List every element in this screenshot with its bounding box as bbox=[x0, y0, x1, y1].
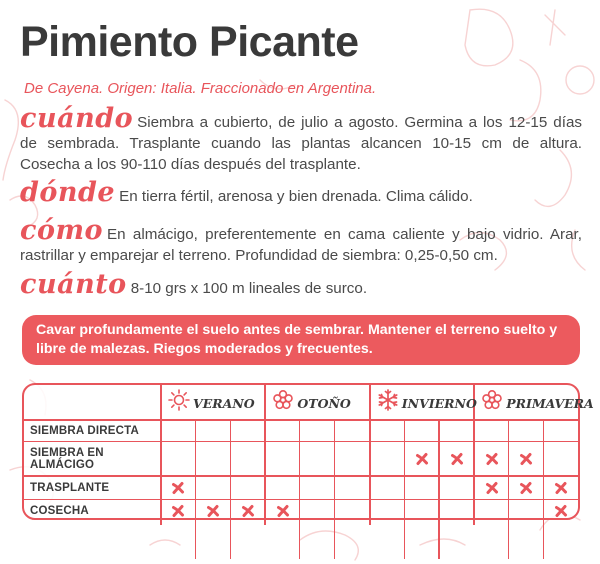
product-title: Pimiento Picante bbox=[20, 18, 359, 66]
season-label: INVIERNO bbox=[401, 395, 477, 411]
sowing-calendar bbox=[22, 383, 594, 520]
grid-line bbox=[195, 419, 196, 559]
row-label: SIEMBRA EN ALMÁCIGO bbox=[30, 446, 104, 471]
section-como bbox=[20, 215, 582, 266]
grid-line bbox=[264, 385, 266, 525]
flower-icon bbox=[272, 392, 294, 414]
season-label: PRIMAVERA bbox=[506, 395, 594, 411]
x-mark-icon bbox=[415, 452, 429, 466]
section-keyword: cuánto bbox=[20, 269, 127, 300]
section-cuando bbox=[20, 103, 582, 175]
x-mark-icon bbox=[276, 504, 290, 518]
tip-box bbox=[22, 315, 580, 365]
grid-line bbox=[404, 419, 405, 559]
season-label: OTOÑO bbox=[297, 395, 351, 411]
calendar-grid bbox=[24, 385, 594, 518]
season-header-verano bbox=[168, 389, 255, 417]
grid-line bbox=[24, 419, 578, 421]
grid-line bbox=[24, 499, 578, 500]
x-mark-icon bbox=[554, 504, 568, 518]
grid-line bbox=[334, 419, 335, 559]
grid-line bbox=[24, 475, 578, 476]
x-mark-icon bbox=[241, 504, 255, 518]
section-keyword: cuándo bbox=[20, 103, 134, 134]
x-mark-icon bbox=[519, 452, 533, 466]
grid-line bbox=[438, 419, 439, 559]
tip-text: Cavar profundamente el suelo antes de sembrar. Mantener el terreno suelto y libre de malezas. Riegos moderados y frecuentes. bbox=[36, 322, 558, 357]
section-keyword: dónde bbox=[20, 177, 116, 208]
grid-line bbox=[543, 419, 544, 559]
x-mark-icon bbox=[171, 504, 185, 518]
sun-icon bbox=[168, 392, 190, 414]
x-mark-icon bbox=[206, 504, 220, 518]
x-mark-icon bbox=[485, 481, 499, 495]
season-header-invierno bbox=[377, 389, 477, 417]
grid-line bbox=[230, 419, 231, 559]
section-keyword: cómo bbox=[20, 215, 104, 246]
x-mark-icon bbox=[519, 481, 533, 495]
grid-line bbox=[508, 419, 509, 559]
season-label: VERANO bbox=[193, 395, 255, 411]
section-text: En almácigo, preferentemente en cama caliente y bajo vidrio. Arar, rastrillar y emparejar el terreno. Profundidad de siembra: 0,25-0,50 cm. bbox=[20, 226, 582, 264]
product-subtitle: De Cayena. Origen: Italia. Fraccionado en Argentina. bbox=[24, 80, 377, 97]
x-mark-icon bbox=[171, 481, 185, 495]
grid-line bbox=[160, 385, 162, 525]
snowflake-icon bbox=[377, 392, 399, 414]
season-header-otoño bbox=[272, 389, 350, 417]
section-text: 8-10 grs x 100 m lineales de surco. bbox=[130, 280, 368, 297]
row-label: TRASPLANTE bbox=[30, 481, 110, 494]
grid-line bbox=[24, 441, 578, 442]
section-text: En tierra fértil, arenosa y bien drenada. Clima cálido. bbox=[119, 188, 473, 205]
season-header-primavera bbox=[481, 389, 594, 417]
grid-line bbox=[369, 385, 371, 525]
x-mark-icon bbox=[485, 452, 499, 466]
flower-icon bbox=[481, 392, 503, 414]
section-donde bbox=[20, 177, 582, 208]
grid-line bbox=[299, 419, 300, 559]
x-mark-icon bbox=[450, 452, 464, 466]
x-mark-icon bbox=[554, 481, 568, 495]
section-cuanto bbox=[20, 269, 582, 300]
row-label: SIEMBRA DIRECTA bbox=[30, 425, 140, 437]
row-label: COSECHA bbox=[30, 504, 89, 517]
section-text: Siembra a cubierto, de julio a agosto. Germina a los 12-15 días de sembrada. Trasplante cuando las plantas alcancen 10-15 cm de altura. Cosecha a los 90-110 días después del trasplante. bbox=[20, 114, 582, 173]
